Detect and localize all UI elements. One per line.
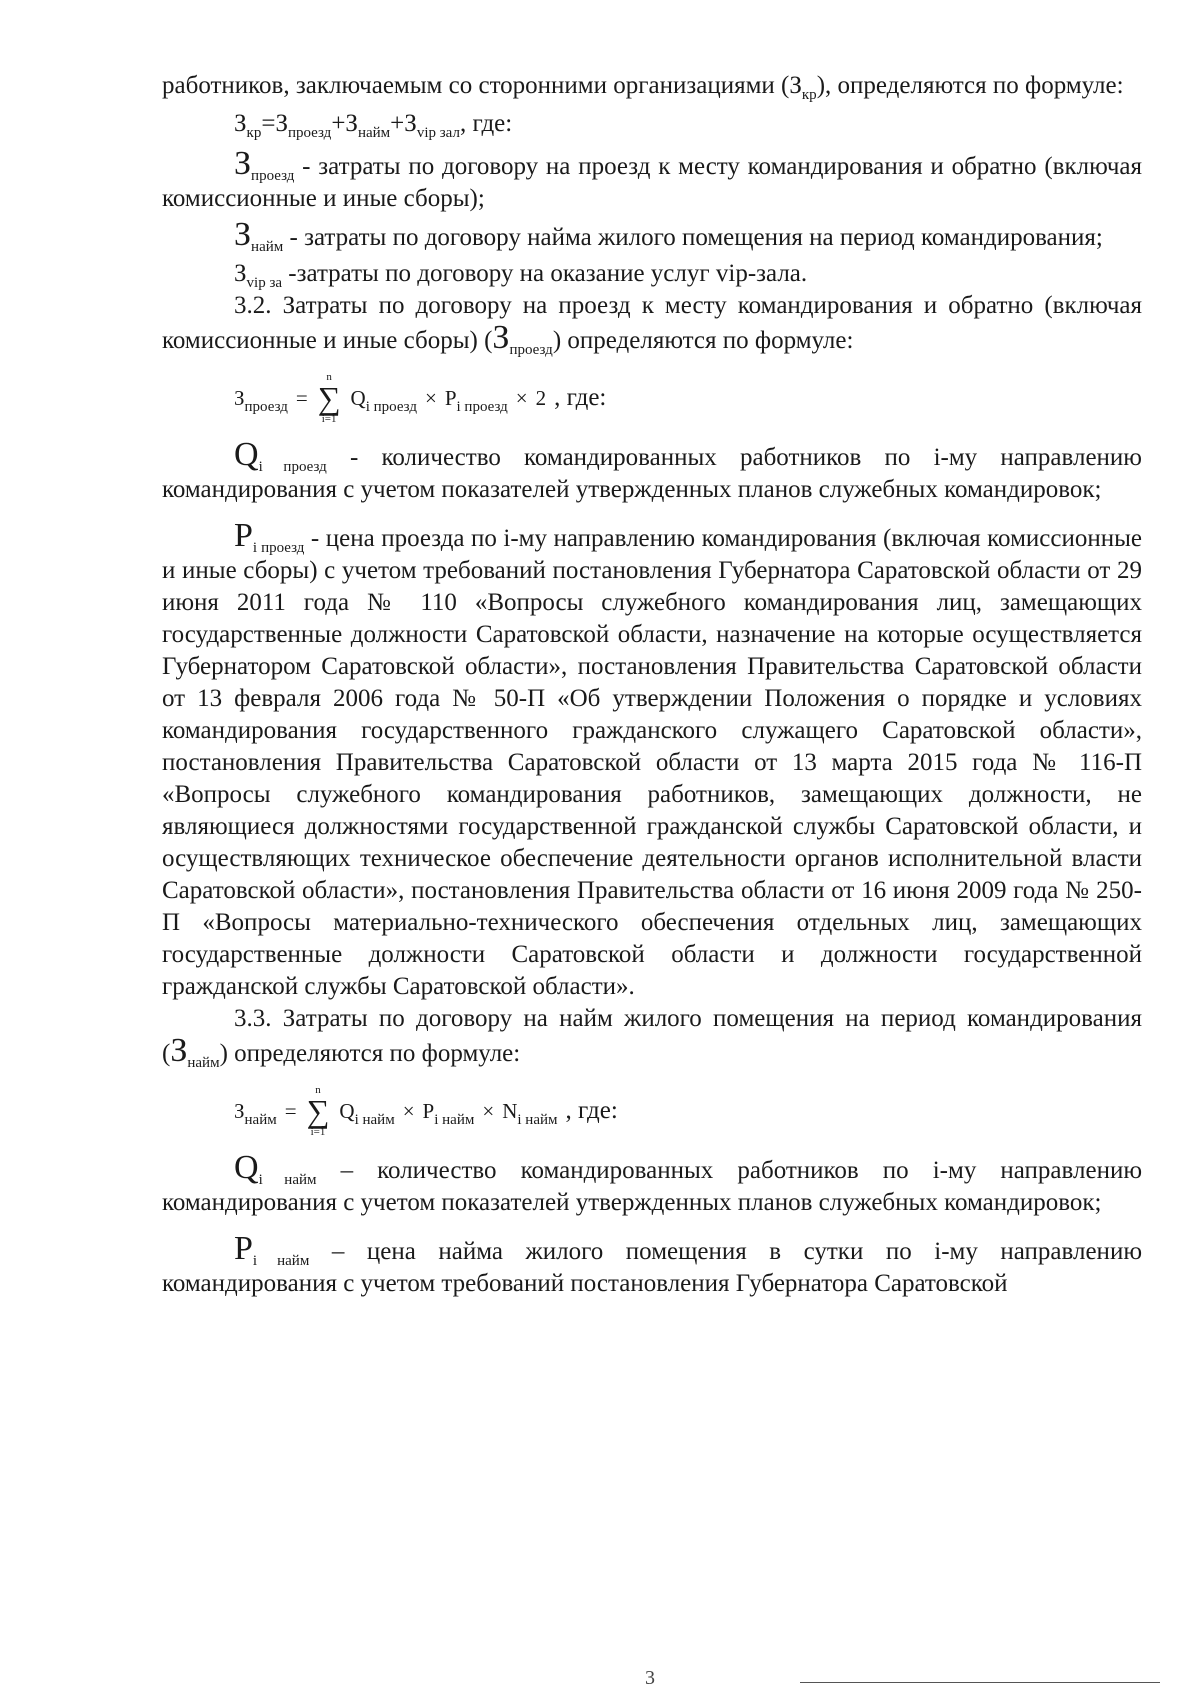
section-3-2 [162,290,1142,357]
equals-sign: = [295,386,308,410]
sigma-symbol: ∑ [306,1093,330,1129]
equals-sign: = [284,1099,297,1123]
subscript: кр [801,87,817,103]
definition-z-vip [162,258,1142,290]
formula-symbol: P [422,1099,435,1123]
plus-sign: + [390,110,405,137]
intro-paragraph [162,70,1142,102]
formula-subscript: i найм [517,1112,558,1128]
section-text: 3.2. Затраты по договору на проезд к месту командирования и обратно (включая комиссионные и иные сборы) ( [162,292,1142,354]
definition-text: - цена проезда по i-му направлению командирования (включая комиссионные и иные сборы) с учетом требований постановления Губернатора Саратовской области от 29 июня 2011 года № 110 «Вопросы служебного командирования лиц, замещающих государственные должности Саратовской области, назначение на которые осуществляется Губернатором Саратовской области», постановления Правительства Саратовской области от 13 февраля 2006 года № 50-П «Об утверждении Положения о порядке и условиях командирования государственного гражданского служащего Саратовской области», постановления Правительства Саратовской области от 13 марта 2015 года № 116-П «Вопросы служебного командирования работников, замещающих должности, не являющиеся должностями государственной гражданской службы Саратовской области, и осуществляющих техническое обеспечение деятельности органов исполнительной власти Саратовской области», постановления Правительства области от 16 июня 2009 года № 250-П «Вопросы материально-технического обеспечения отдельных лиц, замещающих государственные должности Саратовской области и должности государственной гражданской службы Саратовской области». [162,525,1142,1000]
definition-subscript: vip за [246,275,283,291]
plus-sign: + [331,110,346,137]
definition-subscript: i проезд [252,540,305,556]
formula-term [423,1095,475,1127]
formula-symbol: З [275,110,288,137]
formula-symbol: З [234,110,247,137]
sigma-sum [318,371,341,425]
formula-subscript: найм [357,125,391,141]
formula-lhs [234,1095,277,1127]
definition-subscript: i найм [252,1253,310,1269]
formula-symbol: З [234,1099,245,1123]
formula-symbol: З [404,110,417,137]
formula-term [445,382,508,414]
symbol-z: З [789,72,802,99]
definition-subscript: проезд [251,168,295,184]
sigma-sum [307,1084,330,1138]
formula-subscript: vip зал [416,125,460,141]
definition-z-proezd [162,145,1142,215]
section-text: 3.3. Затраты по договору на найм жилого помещения на период командирования ( [162,1005,1142,1067]
formula-subscript: кр [246,125,262,141]
sum-formula [234,371,606,425]
formula-tail: , где: [565,1097,618,1124]
times-sign: × [402,1099,415,1123]
sum-upper-limit: n [326,371,332,383]
formula-symbol: З [345,110,358,137]
section-subscript: найм [187,1055,220,1071]
intro-text: работников, заключаемым со сторонними организациями ( [162,72,790,99]
definition-text: - затраты по договору найма жилого помещения на период командирования; [283,224,1103,251]
equals-sign: = [261,110,276,137]
section-symbol: З [492,319,510,356]
formula-symbol: P [444,386,457,410]
formula-subscript: найм [244,1112,277,1128]
formula-symbol: N [502,1099,518,1123]
formula-lhs [234,382,288,414]
definition-subscript: найм [251,239,284,255]
definition-symbol: Q [234,1149,259,1186]
definition-text: - затраты по договору на проезд к месту командирования и обратно (включая комиссионные и иные сборы); [162,153,1142,212]
definition-z-naim [162,216,1142,255]
definition-symbol: P [234,517,253,554]
formula-subscript: проезд [244,399,288,415]
formula-factor: 2 [535,386,547,410]
sigma-symbol: ∑ [317,380,341,416]
times-sign: × [515,386,528,410]
definition-q-naim [162,1149,1142,1219]
page-footer-mark: 3 [645,1667,655,1689]
definition-symbol: P [234,1230,253,1267]
sum-formula [234,1084,618,1138]
definition-p-naim [162,1230,1142,1300]
formula-term [502,1095,557,1127]
section-text-end: ) определяются по формуле: [219,1040,521,1067]
document-page [162,70,1142,1300]
formula-symbol: Q [350,386,366,410]
formula-subscript: проезд [287,125,332,141]
formula-total [162,108,1142,140]
formula-subscript: i найм [354,1112,395,1128]
sum-lower-limit: i=1 [310,1126,326,1138]
formula-subscript: i проезд [365,399,417,415]
sum-upper-limit: n [315,1084,321,1096]
definition-subscript: i проезд [258,459,327,475]
definition-symbol: З [234,216,252,253]
definition-symbol: З [234,145,252,182]
section-symbol: З [170,1032,188,1069]
section-text-end: ) определяются по формуле: [552,327,854,354]
formula-proezd [162,371,1142,425]
definition-subscript: i найм [258,1172,317,1188]
formula-subscript: i проезд [456,399,508,415]
definition-text: – количество командированных работников по i-му направлению командирования с учетом показателей утвержденных планов служебных командировок; [162,1157,1142,1216]
definition-p-proezd [162,517,1142,1003]
definition-symbol: З [234,260,247,287]
footer-divider [800,1682,1160,1683]
section-subscript: проезд [509,342,553,358]
formula-term [351,382,417,414]
definition-symbol: Q [234,436,259,473]
intro-text-end: ), определяются по формуле: [816,72,1124,99]
formula-naim [162,1084,1142,1138]
definition-text: -затраты по договору на оказание услуг vip-зала. [282,260,808,287]
sum-lower-limit: i=1 [321,413,337,425]
definition-text: – цена найма жилого помещения в сутки по i-му направлению командирования с учетом требований постановления Губернатора Саратовской [162,1238,1142,1297]
formula-subscript: i найм [434,1112,475,1128]
times-sign: × [424,386,437,410]
formula-tail: , где: [554,384,607,411]
formula-symbol: Q [339,1099,355,1123]
times-sign: × [482,1099,495,1123]
section-3-3 [162,1003,1142,1070]
formula-tail: , где: [459,110,513,137]
formula-symbol: З [234,386,245,410]
definition-text: - количество командированных работников по i-му направлению командирования с учетом показателей утвержденных планов служебных командировок; [162,444,1142,503]
formula-term [339,1095,394,1127]
definition-q-proezd [162,436,1142,506]
